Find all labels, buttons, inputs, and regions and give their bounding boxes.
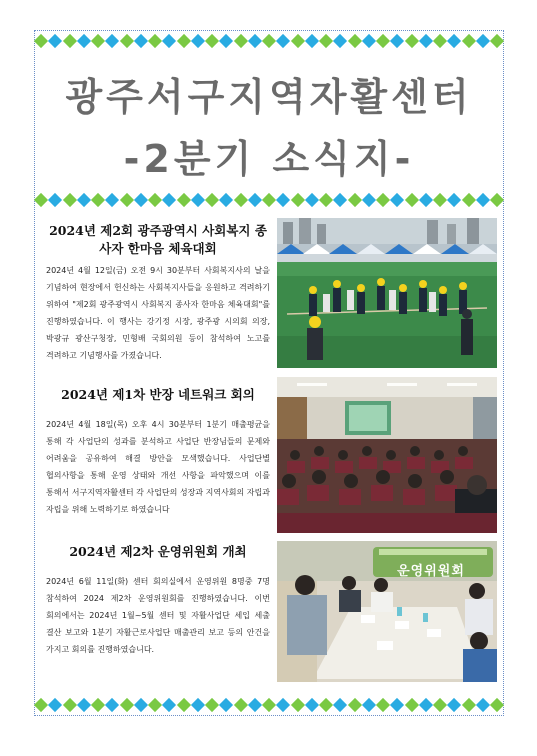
border-diamond [134, 698, 148, 712]
border-diamond [134, 193, 148, 207]
border-diamond [191, 698, 205, 712]
border-diamond [333, 698, 347, 712]
border-diamond [262, 34, 276, 48]
border-diamond [362, 193, 376, 207]
border-diamond [290, 193, 304, 207]
border-diamond [48, 698, 62, 712]
border-diamond [233, 193, 247, 207]
border-diamond [205, 34, 219, 48]
border-diamond [148, 698, 162, 712]
border-diamond [433, 34, 447, 48]
border-diamond [276, 34, 290, 48]
section-body-network-meeting: 2024년 4월 18일(목) 오후 4시 30분부터 1분기 매출평균을 통해 각 사업단의 성과를 분석하고 사업단 반장님들의 문제와 어려움을 공유하여 해결 방안을 모색했습니다. 사업단별 협의사항을 통해 운영 상태와 개선 사항을 파악했으며 이를 통해서 서구지역자활센터 각 사업단의 성장과 지역사회의 자립과 자립을 위해 노력하기로 하였습니다 [46, 420, 270, 514]
border-diamond [148, 193, 162, 207]
border-diamond [105, 34, 119, 48]
border-diamond [305, 193, 319, 207]
border-diamond [319, 698, 333, 712]
border-diamond [362, 698, 376, 712]
border-diamond [191, 34, 205, 48]
border-diamond [419, 698, 433, 712]
border-diamond [176, 34, 190, 48]
border-diamond [461, 193, 475, 207]
border-diamond [305, 698, 319, 712]
border-diamond [105, 698, 119, 712]
border-diamond [176, 698, 190, 712]
border-diamond [205, 193, 219, 207]
photo-sports-day [277, 218, 497, 368]
border-diamond [148, 34, 162, 48]
border-diamond [119, 698, 133, 712]
border-diamond [490, 698, 504, 712]
border-diamond [390, 34, 404, 48]
border-diamond [62, 34, 76, 48]
border-diamond [105, 193, 119, 207]
border-diamond [162, 193, 176, 207]
border-diamond [476, 34, 490, 48]
border-diamond [62, 193, 76, 207]
border-diamond [276, 698, 290, 712]
border-diamond [233, 34, 247, 48]
border-diamond [319, 34, 333, 48]
border-diamond [91, 34, 105, 48]
border-diamond [290, 34, 304, 48]
border-diamond [134, 34, 148, 48]
border-diamond [62, 698, 76, 712]
border-diamond [34, 193, 48, 207]
border-diamond [248, 193, 262, 207]
border-diamond [176, 193, 190, 207]
photo-network-meeting [277, 377, 497, 533]
border-diamond [490, 34, 504, 48]
border-diamond [376, 34, 390, 48]
border-diamond [48, 34, 62, 48]
banner-text: 운영위원회 [397, 564, 465, 579]
border-diamond [461, 34, 475, 48]
border-diamond [91, 698, 105, 712]
border-diamond [219, 34, 233, 48]
border-diamond [376, 698, 390, 712]
border-diamond [447, 34, 461, 48]
border-diamond [119, 34, 133, 48]
border-diamond [248, 698, 262, 712]
border-diamond [77, 193, 91, 207]
border-diamond [191, 193, 205, 207]
section-body-sports-day: 2024년 4월 12일(금) 오전 9시 30분부터 사회복지사의 날을 기념하여 현장에서 헌신하는 사회복지사들을 응원하고 격려하기 위하여 "제2회 광주광역시 사회복지 종사자 한마음 체육대회"를 진행하였습니다. 이 행사는 강기정 시장, 광주광 시의회 의장, 박광규 광산구청장, 민형배 국회의원 등이 참석하여 노고를 격려하고 기념행사를 가졌습니다. [46, 266, 270, 360]
page-title: 광주서구지역자활센터 [65, 75, 473, 119]
border-diamond [447, 698, 461, 712]
border-diamond [476, 698, 490, 712]
border-diamond [362, 34, 376, 48]
border-diamond [305, 34, 319, 48]
border-diamond [419, 34, 433, 48]
border-diamond [404, 34, 418, 48]
border-diamond [433, 193, 447, 207]
border-diamond [347, 193, 361, 207]
border-diamond [290, 698, 304, 712]
border-diamond [219, 193, 233, 207]
section-title-committee: 2024년 제2차 운영위원회 개최 [69, 544, 247, 559]
border-diamond [319, 193, 333, 207]
border-diamond [347, 698, 361, 712]
border-diamond [390, 193, 404, 207]
border-diamond [162, 34, 176, 48]
border-diamond [347, 34, 361, 48]
diamond-border-middle [36, 193, 502, 207]
border-diamond [34, 34, 48, 48]
border-diamond [205, 698, 219, 712]
border-diamond [333, 34, 347, 48]
border-diamond [262, 698, 276, 712]
section-title-network-meeting: 2024년 제1차 반장 네트워크 회의 [61, 387, 255, 402]
border-diamond [119, 193, 133, 207]
photo-committee-meeting [277, 541, 497, 682]
diamond-border-top [36, 34, 502, 48]
border-diamond [404, 193, 418, 207]
border-diamond [262, 193, 276, 207]
section-title-sports-day: 2024년 제2회 광주광역시 사회복지 종사자 한마음 체육대회 [49, 223, 267, 256]
border-diamond [447, 193, 461, 207]
border-diamond [390, 698, 404, 712]
border-diamond [490, 193, 504, 207]
border-diamond [376, 193, 390, 207]
border-diamond [461, 698, 475, 712]
border-diamond [77, 698, 91, 712]
border-diamond [404, 698, 418, 712]
border-diamond [248, 34, 262, 48]
border-diamond [476, 193, 490, 207]
diamond-border-bottom [36, 698, 502, 712]
border-diamond [91, 193, 105, 207]
section-body-committee: 2024년 6월 11일(화) 센터 회의실에서 운영위원 8명중 7명 참석하여 2024 제2차 운영위원회를 진행하였습니다. 이번 회의에서는 2024년 1월~5월 센터 및 자활사업단 세입 세출 결산 보고와 1분기 자활근로사업단 매출관리 보고 등의 안건을 가지고 회의를 진행하였습니다. [46, 577, 270, 654]
border-diamond [34, 698, 48, 712]
border-diamond [419, 193, 433, 207]
border-diamond [219, 698, 233, 712]
page-subtitle: -2분기 소식지- [123, 137, 415, 181]
border-diamond [77, 34, 91, 48]
border-diamond [233, 698, 247, 712]
border-diamond [276, 193, 290, 207]
border-diamond [162, 698, 176, 712]
border-diamond [48, 193, 62, 207]
border-diamond [433, 698, 447, 712]
border-diamond [333, 193, 347, 207]
